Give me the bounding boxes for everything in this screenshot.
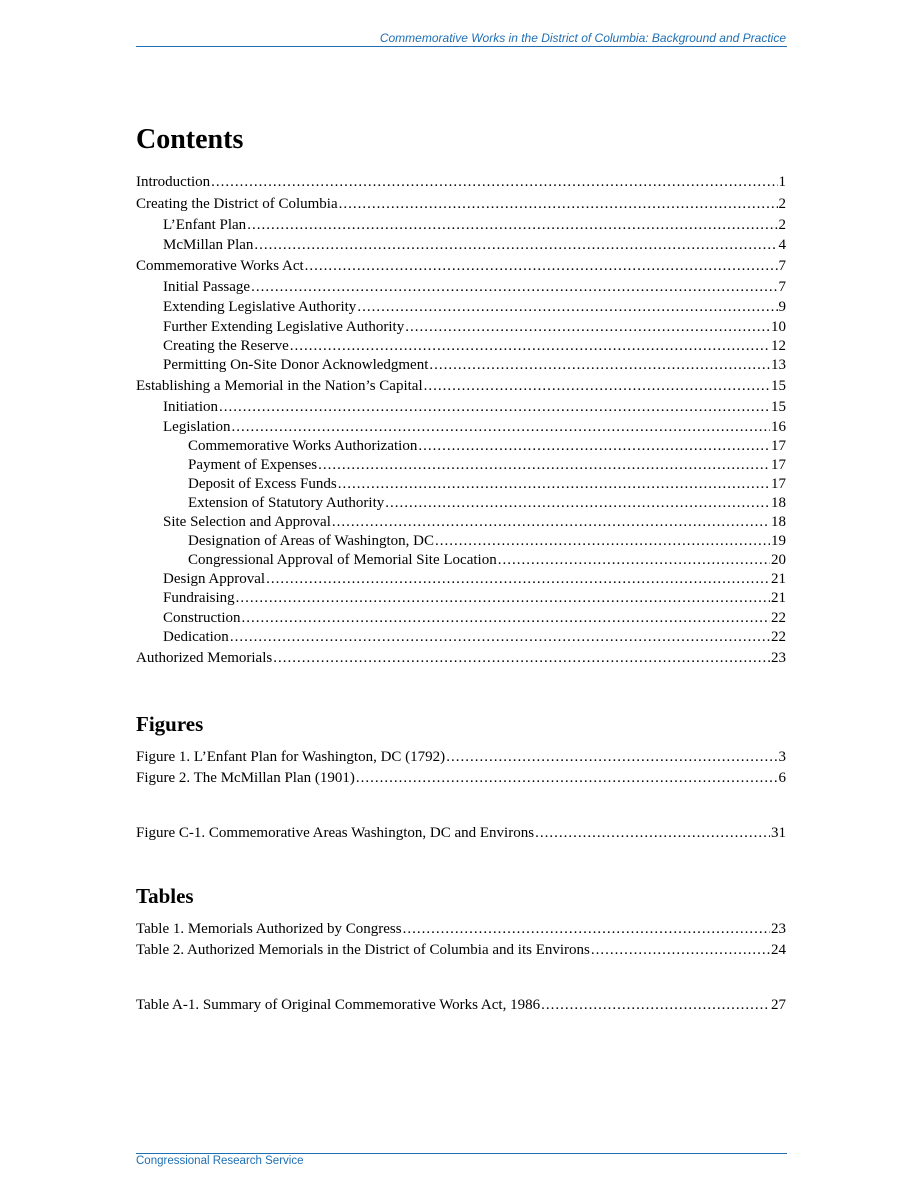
toc-entry[interactable]: Site Selection and Approval ..... 18 [136, 514, 786, 533]
running-footer: Congressional Research Service [136, 1155, 304, 1167]
toc-entry[interactable]: Authorized Memorials ..... 23 [136, 650, 786, 671]
toc-entry[interactable]: Establishing a Memorial in the Nation’s Capital ..... 15 [136, 378, 786, 399]
table-entry[interactable]: Table 2. Authorized Memorials in the District of Columbia and its Environs ..... 24 [136, 942, 786, 997]
toc-entry[interactable]: Creating the Reserve ..... 12 [136, 338, 786, 357]
toc-entry[interactable]: Legislation ..... 16 [136, 419, 786, 438]
header-rule [136, 46, 787, 47]
toc-entry[interactable]: McMillan Plan ..... 4 [136, 237, 786, 258]
tables-heading: Tables [136, 884, 194, 908]
toc-entry[interactable]: Extending Legislative Authority ..... 9 [136, 299, 786, 319]
toc-entry[interactable]: Commemorative Works Act ..... 7 [136, 258, 786, 279]
table-entry[interactable]: Table 1. Memorials Authorized by Congress ..... 23 [136, 921, 786, 942]
running-header: Commemorative Works in the District of Columbia: Background and Practice [379, 31, 786, 45]
toc-entry[interactable]: Initiation ..... 15 [136, 399, 786, 419]
footer-rule [136, 1153, 787, 1154]
toc-entry[interactable]: Design Approval ..... 21 [136, 571, 786, 590]
toc-entry[interactable]: Extension of Statutory Authority ..... 18 [136, 495, 786, 514]
table-entry[interactable]: Table A-1. Summary of Original Commemorative Works Act, 1986 ..... 27 [136, 997, 786, 1018]
toc-entry[interactable]: L’Enfant Plan ..... 2 [136, 217, 786, 237]
toc-entry[interactable]: Permitting On-Site Donor Acknowledgment ..... 13 [136, 357, 786, 378]
toc-entry[interactable]: Designation of Areas of Washington, DC ..... 19 [136, 533, 786, 552]
figure-entry[interactable]: Figure 2. The McMillan Plan (1901) ..... 6 [136, 770, 786, 825]
toc-entry[interactable]: Congressional Approval of Memorial Site Location ..... 20 [136, 552, 786, 571]
toc-entry[interactable]: Payment of Expenses ..... 17 [136, 457, 786, 476]
toc-entry[interactable]: Introduction ..... 1 [136, 174, 786, 196]
figures-heading: Figures [136, 712, 204, 736]
toc-entry[interactable]: Creating the District of Columbia ..... 2 [136, 196, 786, 217]
toc-entry[interactable]: Dedication ..... 22 [136, 629, 786, 650]
toc-entry[interactable]: Deposit of Excess Funds ..... 17 [136, 476, 786, 495]
toc-entry[interactable]: Commemorative Works Authorization ..... 17 [136, 438, 786, 457]
figure-entry[interactable]: Figure 1. L’Enfant Plan for Washington, DC (1792) ..... 3 [136, 749, 786, 770]
contents-heading: Contents [136, 124, 244, 155]
toc-entry[interactable]: Further Extending Legislative Authority ..... 10 [136, 319, 786, 338]
toc-entry[interactable]: Construction ..... 22 [136, 610, 786, 629]
toc-entry[interactable]: Fundraising ..... 21 [136, 590, 786, 610]
tables-list [136, 921, 786, 1018]
figures-list [136, 749, 786, 846]
toc-entry[interactable]: Initial Passage ..... 7 [136, 279, 786, 299]
contents-list [136, 174, 786, 671]
figure-entry[interactable]: Figure C-1. Commemorative Areas Washington, DC and Environs ..... 31 [136, 825, 786, 846]
